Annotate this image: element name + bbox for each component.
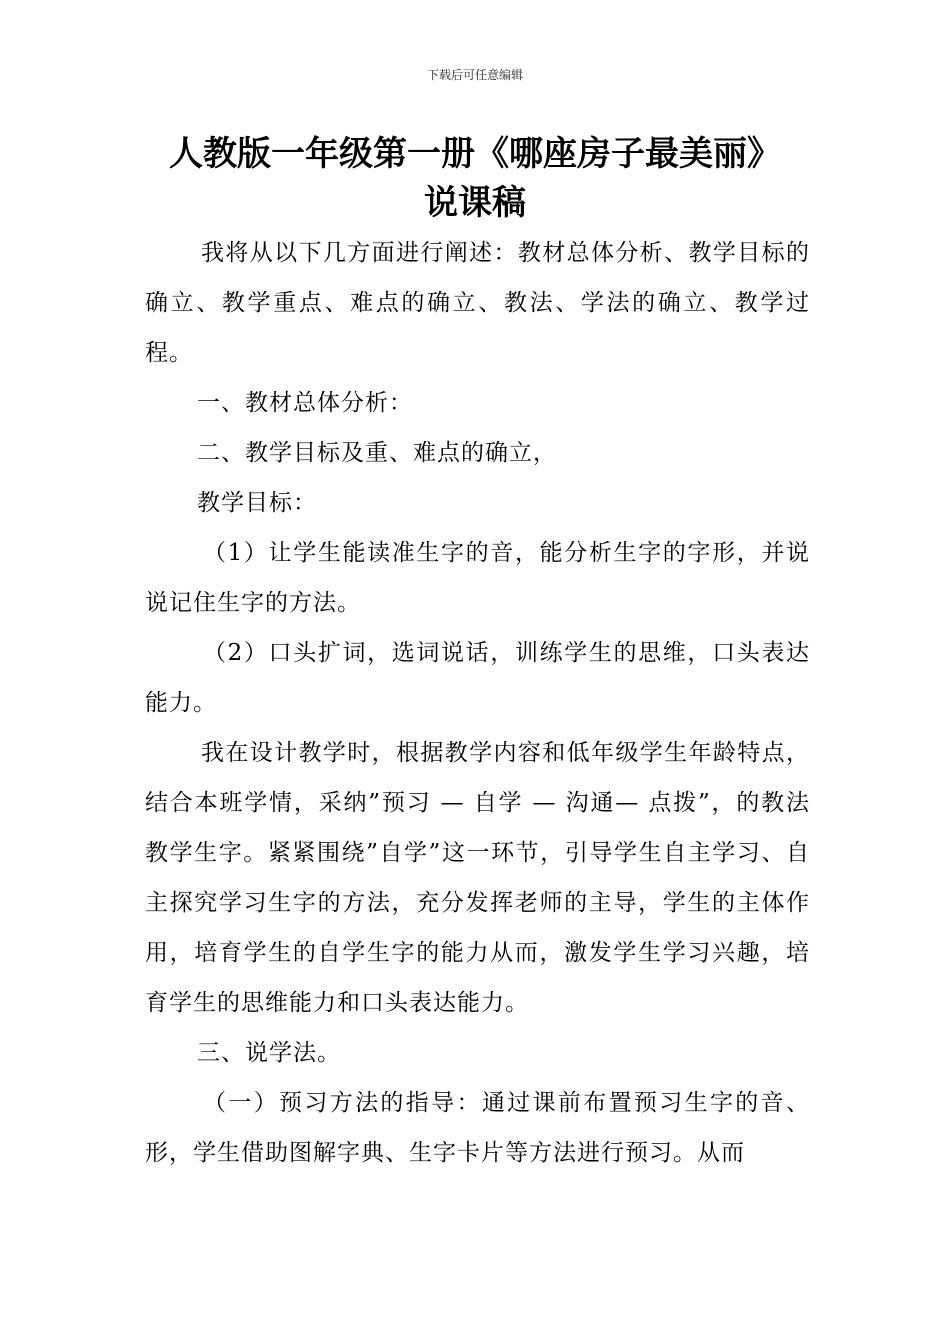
paragraph-teaching-design: 我在设计教学时，根据教学内容和低年级学生年龄特点，结合本班学情，采纳”预习 — 自学 — 沟通— 点拨”，的教法教学生字。紧紧围绕”自学”这一环节，引导学生自主学习、自主探究学习生字的方法，充分发挥老师的主导，学生的主体作用，培育学生的自学生字的能力从而，激发学生学习兴趣，培育学生的思维能力和口头表达能力。 [145,740,810,1016]
paragraph-intro: 我将从以下几方面进行阐述：教材总体分析、教学目标的确立、教学重点、难点的确立、教法、学法的确立、教学过程。 [145,240,810,366]
document-title-line2: 说课稿 [424,183,526,223]
section-heading-3: 三、说学法。 [197,1040,341,1066]
document-body [145,228,810,1178]
page-header-note: 下载后可任意编辑 [426,68,523,82]
section-heading-1: 一、教材总体分析： [197,390,413,416]
section-heading-2: 二、教学目标及重、难点的确立， [197,440,557,466]
goal-item-1: （1）让学生能读准生字的音，能分析生字的字形，并说说记住生字的方法。 [145,540,810,616]
paragraph-preview-guidance: （一）预习方法的指导：通过课前布置预习生字的音、形，学生借助图解字典、生字卡片等方法进行预习。从而 [145,1090,810,1166]
document-title-line1: 人教版一年级第一册《哪座房子最美丽》 [169,134,781,174]
goal-item-2: （2）口头扩词，选词说话，训练学生的思维，口头表达能力。 [145,640,810,716]
subheading-teaching-goals: 教学目标： [197,490,317,516]
